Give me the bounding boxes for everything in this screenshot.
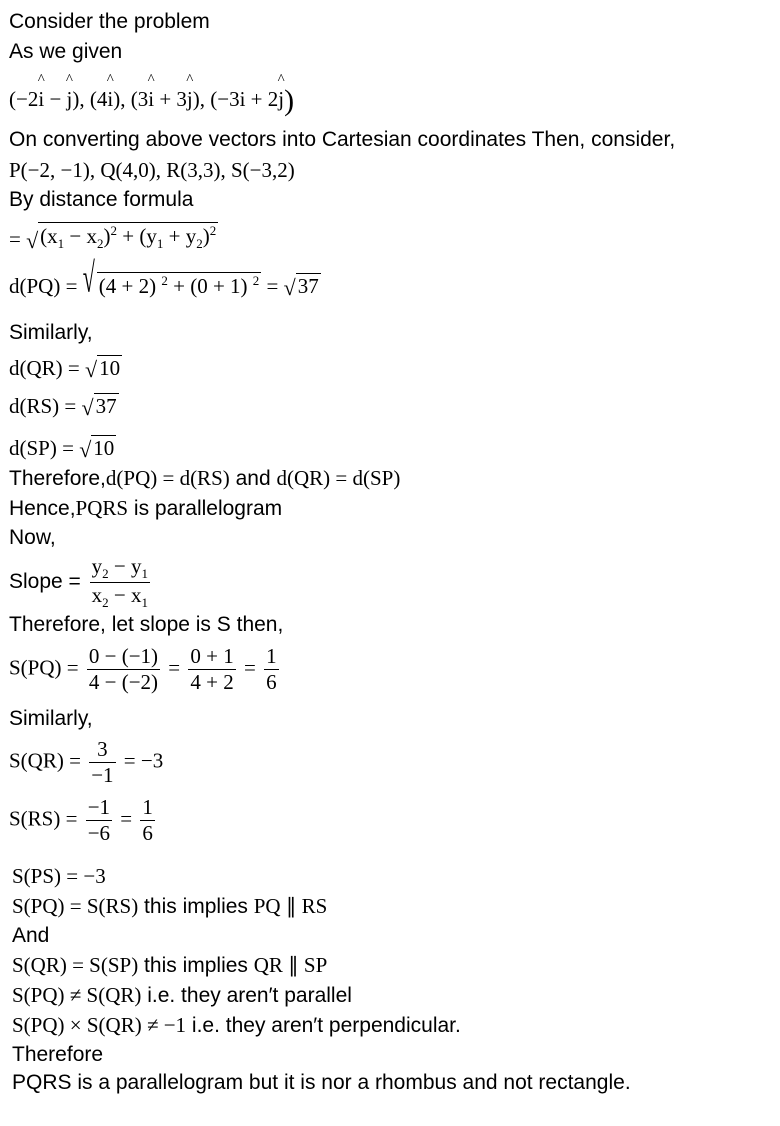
therefore-distances-line: Therefore,d(PQ) = d(RS) and d(QR) = d(SP) xyxy=(9,466,401,490)
pq-parallel-rs-line: S(PQ) = S(RS) this implies PQ ∥ RS xyxy=(12,894,328,918)
similarly-line-1: Similarly, xyxy=(9,321,93,344)
distance-formula: = √ $(x_1 - x_2)^2 + (y_1 + y_2)^2$ xyxy=(9,223,217,253)
i-hat: ^ i xyxy=(107,87,113,112)
similarly-line-2: Similarly, xyxy=(9,707,93,730)
hence-parallelogram-line: Hence,PQRS is parallelogram xyxy=(9,496,283,520)
vectors-expression: (−2^ i − ^ j), (4^ i), (3^ i + 3^ j), (−3i + 2^ j) xyxy=(9,84,294,118)
conclusion-line: PQRS is a parallelogram but it is nor a rhombus and not rectangle. xyxy=(12,1071,631,1094)
d-sp-line: d(SP) = √ 10 xyxy=(9,436,115,462)
d-qr-line: d(QR) = √ 10 xyxy=(9,356,121,382)
i-hat: ^ i xyxy=(38,87,44,112)
qr-parallel-sp-line: S(QR) = S(SP) this implies QR ∥ SP xyxy=(12,953,328,977)
and-line: And xyxy=(12,924,50,947)
s-pq-line: S(PQ) = $\frac{0 - (-1)}{4 - (-2)}$ = $\frac{0 + 1}{4 + 2}$ = $\frac{1}{6}$ xyxy=(9,644,277,694)
s-rs-line: S(RS) = $\frac{-1}{-6}$ = $\frac{1}{6}$ xyxy=(9,795,153,845)
d-pq-line: d(PQ) = √ (4 + 2) $^2$ + (0 + 1) $^2$ = √ 37 xyxy=(9,253,319,301)
s-qr-line: S(QR) = $\frac{3}{-1}$ = −3 xyxy=(9,737,164,787)
distance-formula-heading: By distance formula xyxy=(9,188,194,211)
points-line: P(−2, −1), Q(4,0), R(3,3), S(−3,2) xyxy=(9,158,295,182)
not-perpendicular-line: S(PQ) × S(QR) ≠ −1 i.e. they aren′t perpendicular. xyxy=(12,1013,461,1037)
slope-formula: Slope = $\frac{y_2 - y_1}{x_2 - x_1}$ xyxy=(9,554,148,610)
i-hat: ^ i xyxy=(148,87,154,112)
d-rs-line: d(RS) = √ 37 xyxy=(9,394,117,420)
now-line: Now, xyxy=(9,526,56,549)
j-hat: ^ j xyxy=(278,87,284,112)
converting-line: On converting above vectors into Cartesian coordinates Then, consider, xyxy=(9,128,676,151)
given-line: As we given xyxy=(9,40,123,63)
therefore-line: Therefore xyxy=(12,1043,104,1066)
j-hat: ^ j xyxy=(187,87,193,112)
let-slope-line: Therefore, let slope is S then, xyxy=(9,613,284,636)
s-ps-line: S(PS) = −3 xyxy=(12,864,106,888)
j-hat: ^ j xyxy=(67,87,73,112)
intro-line: Consider the problem xyxy=(9,10,210,33)
not-parallel-line: S(PQ) ≠ S(QR) i.e. they aren′t parallel xyxy=(12,983,352,1007)
